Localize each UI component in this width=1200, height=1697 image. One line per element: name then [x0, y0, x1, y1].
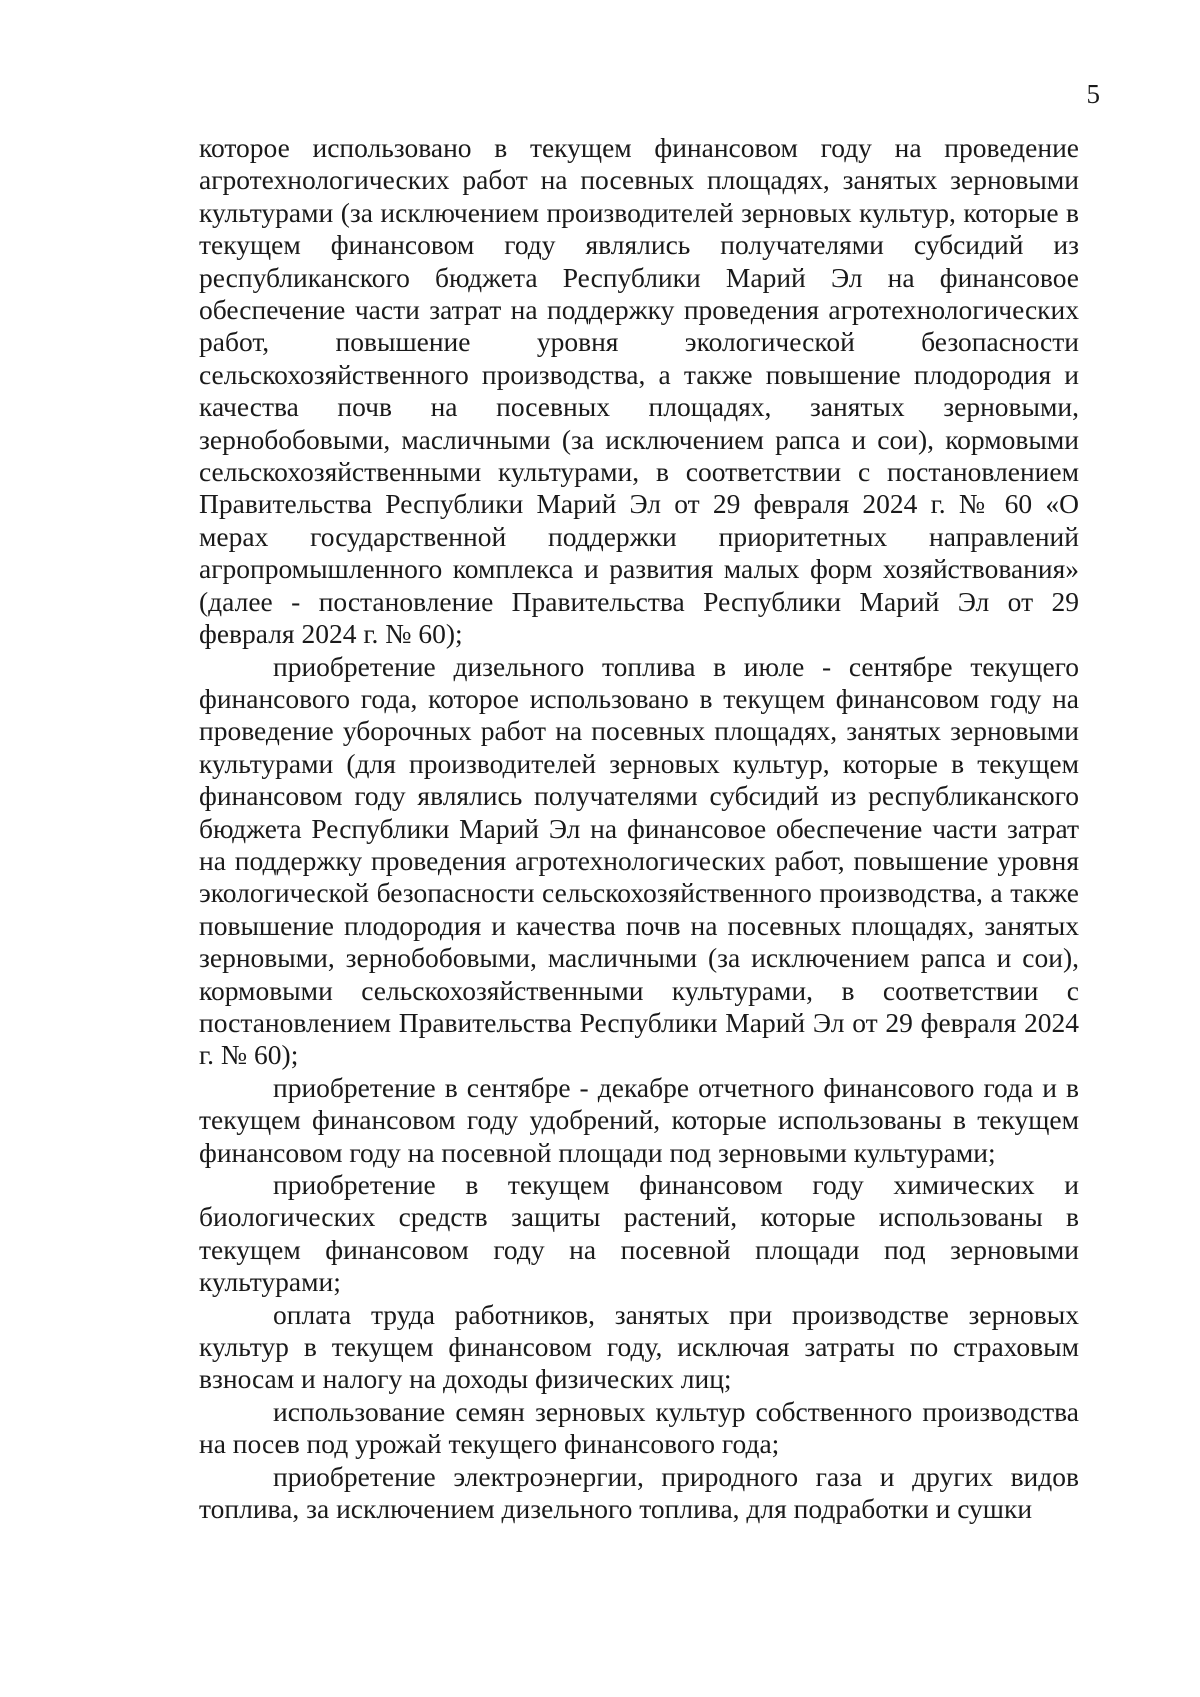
paragraph-4: приобретение в текущем финансовом году химических и биологических средств защиты растений, которые использованы в текущем финансовом году на посевной площади под зерновыми культурами; — [199, 1169, 1079, 1298]
document-body — [199, 132, 1079, 1525]
paragraph-1: которое использовано в текущем финансовом году на проведение агротехнологических работ на посевных площадях, занятых зерновыми культурами (за исключением производителей зерновых культур, которые в текущем финансовом году являлись получателями субсидий из республиканского бюджета Республики Марий Эл на финансовое обеспечение части затрат на поддержку проведения агротехнологических работ, повышение уровня экологической безопасности сельскохозяйственного производства, а также повышение плодородия и качества почв на посевных площадях, занятых зерновыми, зернобобовыми, масличными (за исключением рапса и сои), кормовыми сельскохозяйственными культурами, в соответствии с постановлением Правительства Республики Марий Эл от 29 февраля 2024 г. № 60 «О мерах государственной поддержки приоритетных направлений агропромышленного комплекса и развития малых форм хозяйствования» (далее - постановление Правительства Республики Марий Эл от 29 февраля 2024 г. № 60); — [199, 132, 1079, 650]
page-number: 5 — [1086, 79, 1100, 109]
paragraph-7: приобретение электроэнергии, природного газа и других видов топлива, за исключением дизельного топлива, для подработки и сушки — [199, 1460, 1079, 1525]
paragraph-2: приобретение дизельного топлива в июле - сентябре текущего финансового года, которое использовано в текущем финансовом году на проведение уборочных работ на посевных площадях, занятых зерновыми культурами (для производителей зерновых культур, которые в текущем финансовом году являлись получателями субсидий из республиканского бюджета Республики Марий Эл на финансовое обеспечение части затрат на поддержку проведения агротехнологических работ, повышение уровня экологической безопасности сельскохозяйственного производства, а также повышение плодородия и качества почв на посевных площадях, занятых зерновыми, зернобобовыми, масличными (за исключением рапса и сои), кормовыми сельскохозяйственными культурами, в соответствии с постановлением Правительства Республики Марий Эл от 29 февраля 2024 г. № 60); — [199, 650, 1079, 1071]
paragraph-3: приобретение в сентябре - декабре отчетного финансового года и в текущем финансовом году удобрений, которые использованы в текущем финансовом году на посевной площади под зерновыми культурами; — [199, 1071, 1079, 1168]
paragraph-6: использование семян зерновых культур собственного производства на посев под урожай текущего финансового года; — [199, 1395, 1079, 1460]
paragraph-5: оплата труда работников, занятых при производстве зерновых культур в текущем финансовом году, исключая затраты по страховым взносам и налогу на доходы физических лиц; — [199, 1298, 1079, 1395]
